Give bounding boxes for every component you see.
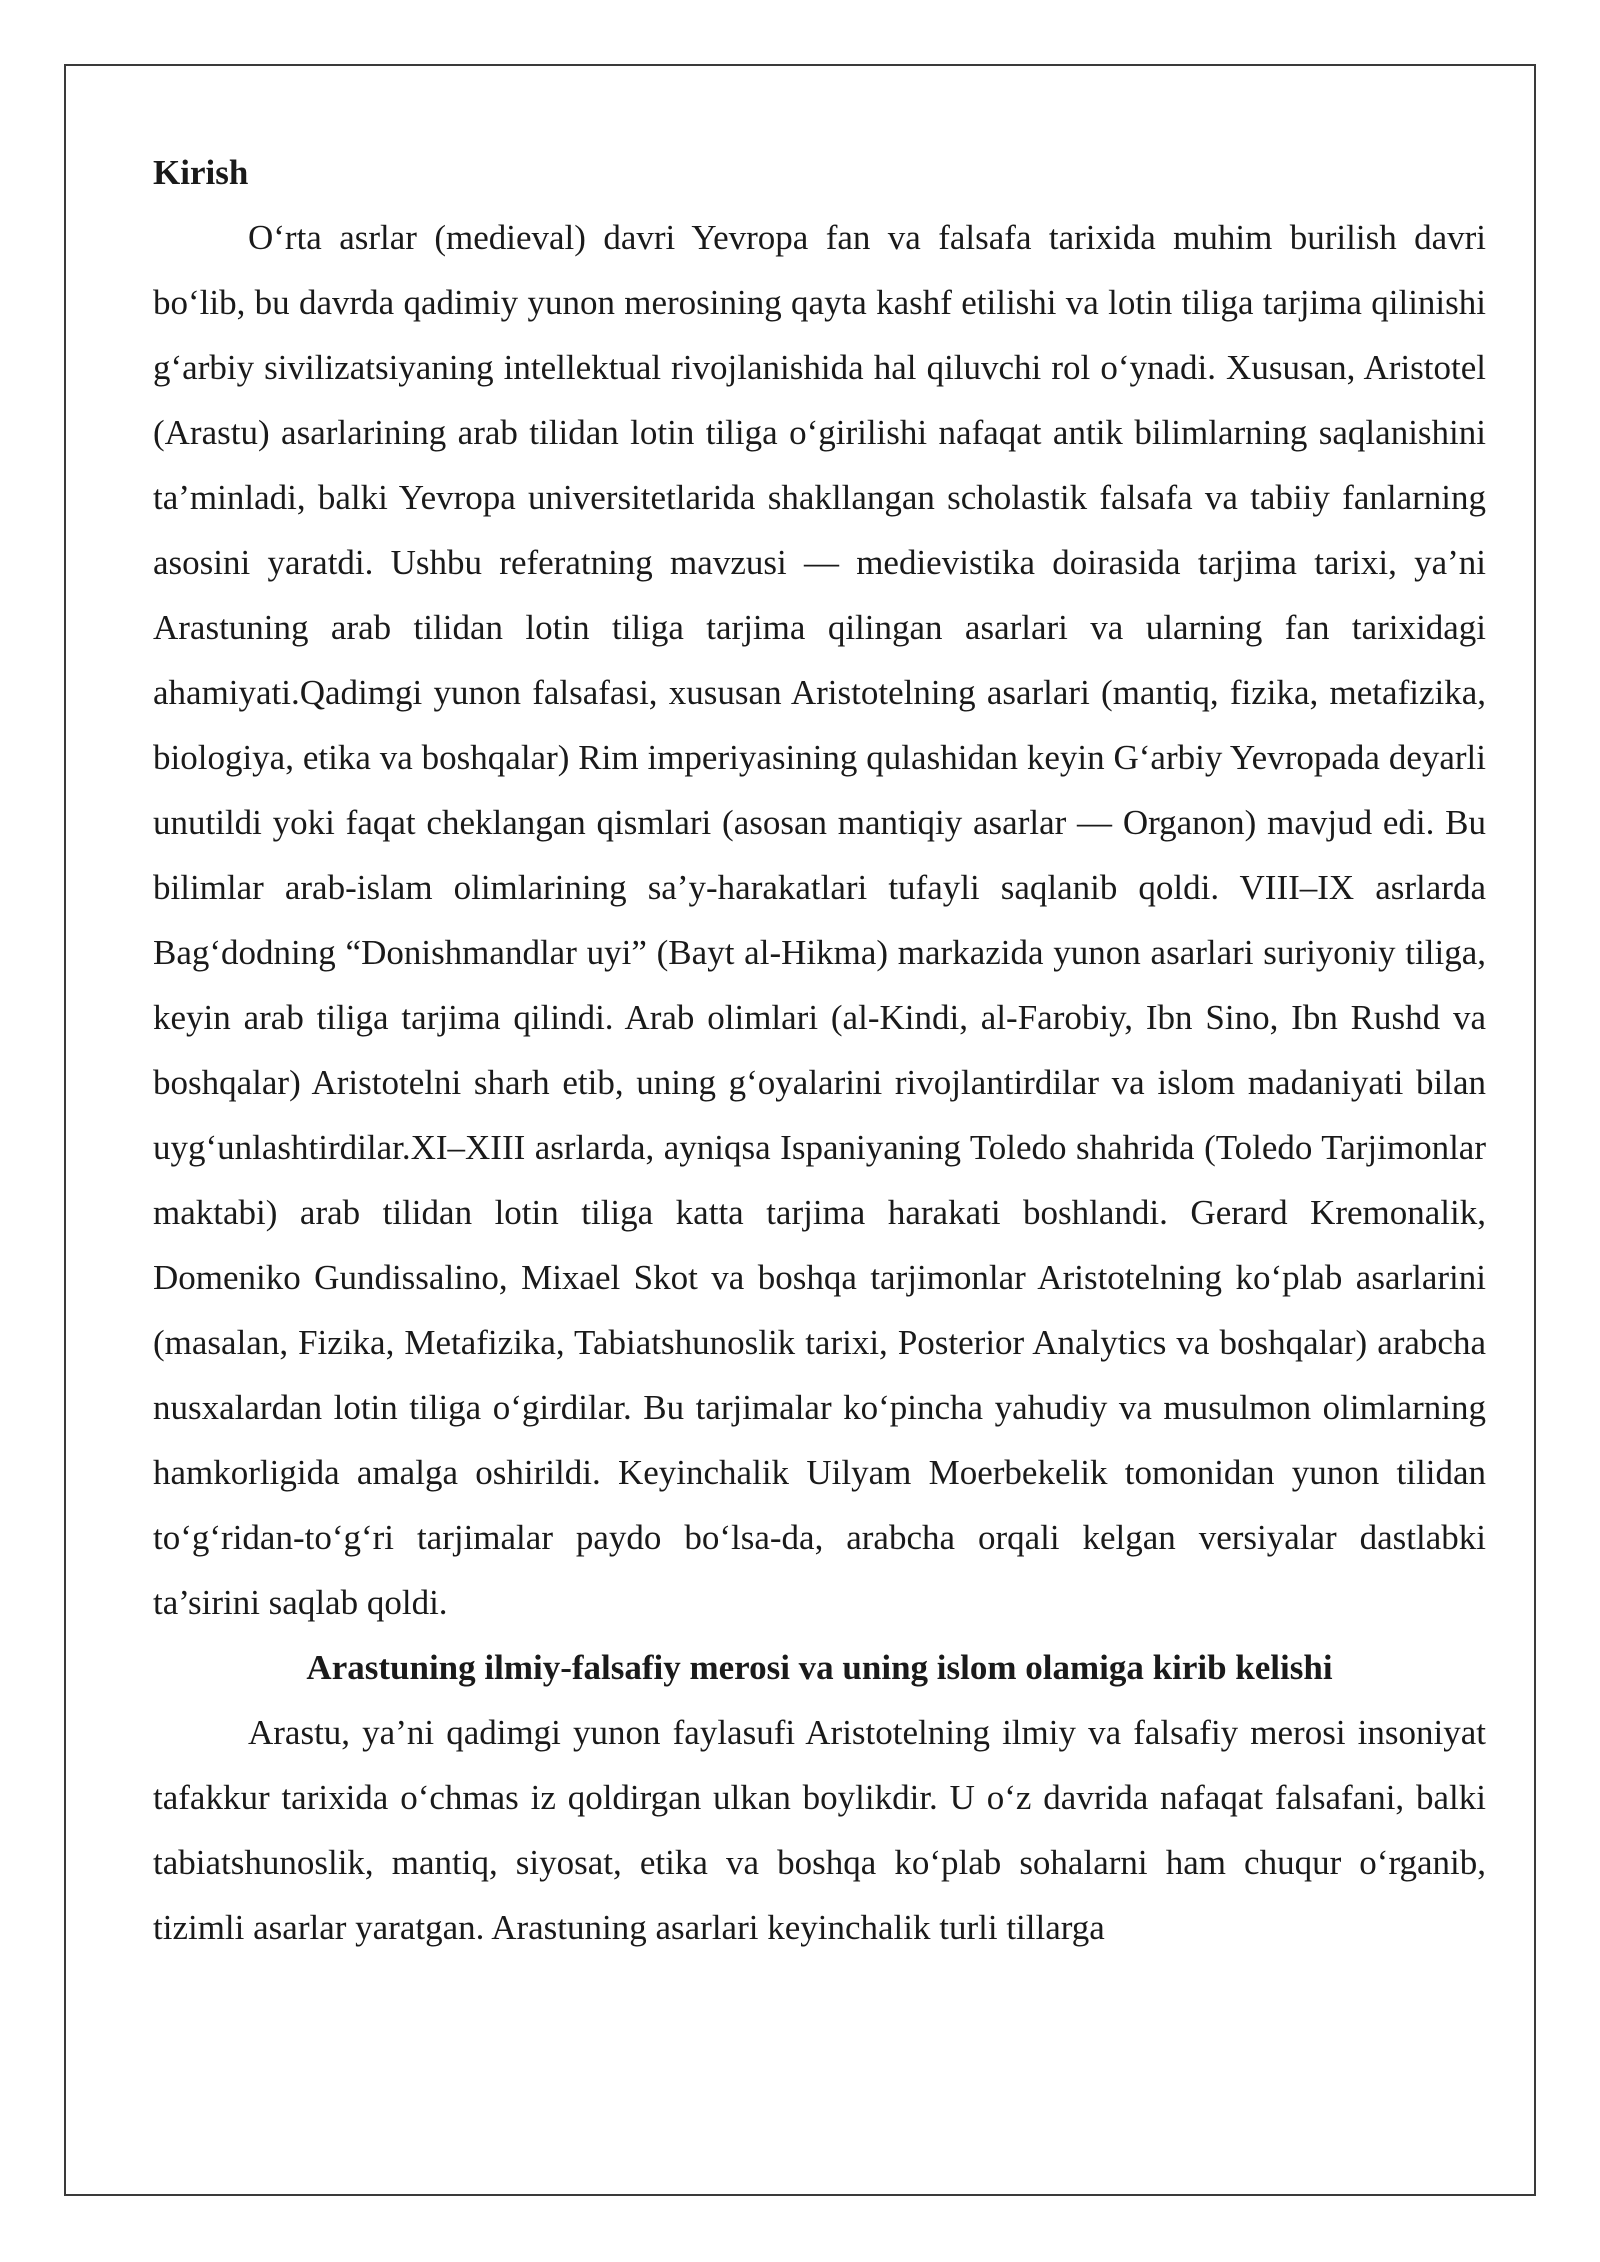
section-paragraph: Arastu, ya’ni qadimgi yunon faylasufi Aristotelning ilmiy va falsafiy merosi insoniyat tafakkur tarixida o‘chmas iz qoldirgan ulkan boylikdir. U o‘z davrida nafaqat falsafani, balki tabiatshunoslik, mantiq, siyosat, etika va boshqa ko‘plab sohalarni ham chuqur o‘rganib, tizimli asarlar yaratgan. Arastuning asarlari keyinchalik turli tillarga bbox=[153, 1713, 1486, 1947]
intro-heading: Kirish bbox=[153, 153, 249, 192]
document-body bbox=[153, 140, 1486, 1960]
intro-paragraph: O‘rta asrlar (medieval) davri Yevropa fan va falsafa tarixida muhim burilish davri bo‘lib, bu davrda qadimiy yunon merosining qayta kashf etilishi va lotin tiliga tarjima qilinishi g‘arbiy sivilizatsiyaning intellektual rivojlanishida hal qiluvchi rol o‘ynadi. Xususan, Aristotel (Arastu) asarlarining arab tilidan lotin tiliga o‘girilishi nafaqat antik bilimlarning saqlanishini ta’minladi, balki Yevropa universitetlarida shakllangan scholastik falsafa va tabiiy fanlarning asosini yaratdi. Ushbu referatning mavzusi — medievistika doirasida tarjima tarixi, ya’ni Arastuning arab tilidan lotin tiliga tarjima qilingan asarlari va ularning fan tarixidagi ahamiyati.Qadimgi yunon falsafasi, xususan Aristotelning asarlari (mantiq, fizika, metafizika, biologiya, etika va boshqalar) Rim imperiyasining qulashidan keyin G‘arbiy Yevropada deyarli unutildi yoki faqat cheklangan qismlari (asosan mantiqiy asarlar — Organon) mavjud edi. Bu bilimlar arab-islam olimlarining sa’y-harakatlari tufayli saqlanib qoldi. VIII–IX asrlarda Bag‘dodning “Donishmandlar uyi” (Bayt al-Hikma) markazida yunon asarlari suriyoniy tiliga, keyin arab tiliga tarjima qilindi. Arab olimlari (al-Kindi, al-Farobiy, Ibn Sino, Ibn Rushd va boshqalar) Aristotelni sharh etib, uning g‘oyalarini rivojlantirdilar va islom madaniyati bilan uyg‘unlashtirdilar.XI–XIII asrlarda, ayniqsa Ispaniyaning Toledo shahrida (Toledo Tarjimonlar maktabi) arab tilidan lotin tiliga katta tarjima harakati boshlandi. Gerard Kremonalik, Domeniko Gundissalino, Mixael Skot va boshqa tarjimonlar Aristotelning ko‘plab asarlarini (masalan, Fizika, Metafizika, Tabiatshunoslik tarixi, Posterior Analytics va boshqalar) arabcha nusxalardan lotin tiliga o‘girdilar. Bu tarjimalar ko‘pincha yahudiy va musulmon olimlarning hamkorligida amalga oshirildi. Keyinchalik Uilyam Moerbekelik tomonidan yunon tilidan to‘g‘ridan-to‘g‘ri tarjimalar paydo bo‘lsa-da, arabcha orqali kelgan versiyalar dastlabki ta’sirini saqlab qoldi. bbox=[153, 218, 1486, 1622]
section-heading: Arastuning ilmiy-falsafiy merosi va uning islom olamiga kirib kelishi bbox=[306, 1648, 1333, 1687]
